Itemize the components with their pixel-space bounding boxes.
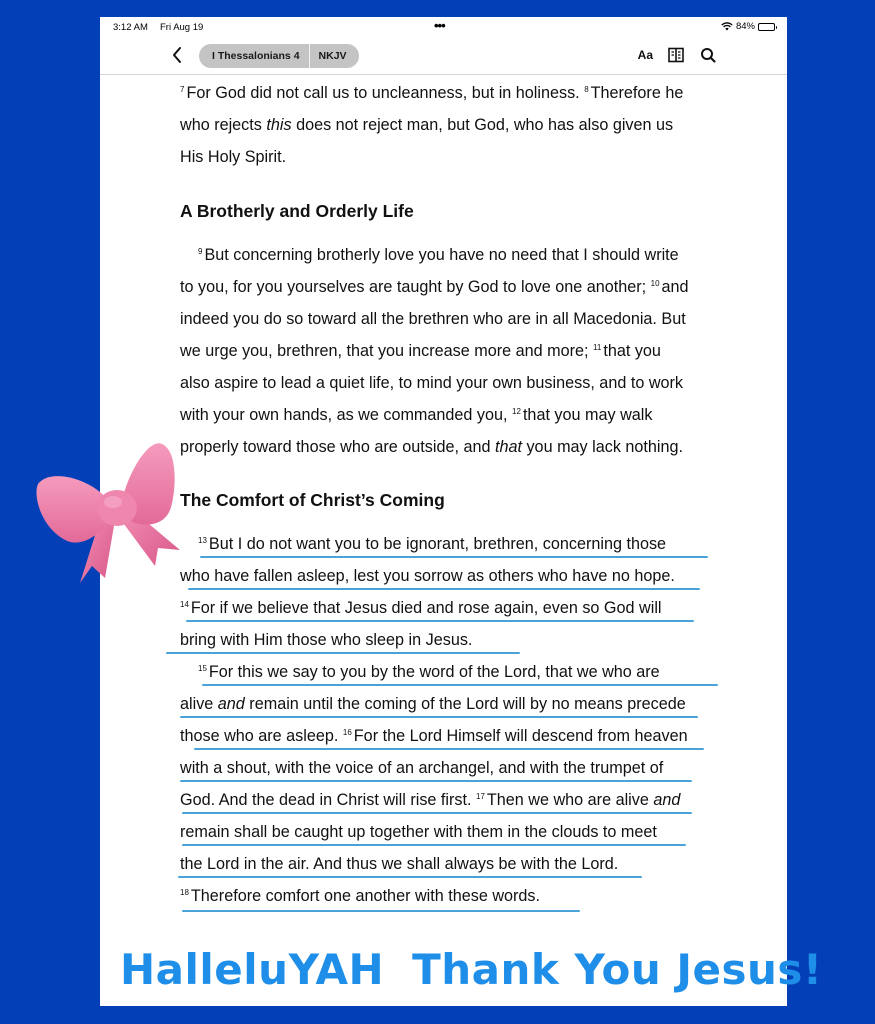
verse-text: also aspire to lead a quiet life, to mind your own business, and to work: [180, 374, 683, 392]
verse-text: those who are asleep.: [180, 727, 343, 745]
verse-number: 13: [198, 536, 207, 545]
chapter-text: [180, 77, 730, 912]
verse-text: with your own hands, as we commanded you,: [180, 406, 513, 424]
verse-text: we urge you, brethren, that you increase more and more;: [180, 342, 594, 360]
verse-line: [180, 109, 730, 141]
italic-word: this: [266, 116, 292, 134]
verse-text: that you: [603, 342, 661, 360]
banner-thank-you: Thank You Jesus!: [412, 945, 823, 994]
toolbar-actions: [638, 46, 717, 64]
underline-mark: [182, 844, 686, 846]
highlighted-verse-line: [180, 560, 730, 592]
verse-text: with a shout, with the voice of an archangel, and with the trumpet of: [180, 759, 664, 777]
verse-text: to you, for you yourselves are taught by God to love one another;: [180, 278, 651, 296]
status-time: 3:12 AM: [113, 22, 148, 33]
highlighted-verse-line: [180, 656, 730, 688]
reader-toolbar: [100, 37, 787, 75]
verse-text: For the Lord Himself will descend from heaven: [353, 727, 688, 745]
verse-text: For God did not call us to uncleanness, but in holiness.: [186, 84, 585, 102]
section-heading: The Comfort of Christ’s Coming: [180, 490, 445, 510]
verse-text: who have fallen asleep, lest you sorrow as others who have no hope.: [180, 567, 675, 585]
italic-word: that: [494, 438, 522, 456]
highlighted-verse-line: [180, 784, 730, 816]
verse-line: [180, 303, 730, 335]
version-button[interactable]: NKJV: [309, 44, 359, 68]
verse-line: [180, 367, 730, 399]
verse-line: [180, 271, 730, 303]
verse-text: does not reject man, but God, who has also given us: [291, 116, 674, 134]
highlighted-verse-line: [180, 848, 730, 880]
verse-number: 10: [650, 279, 660, 288]
verse-text: Then we who are alive: [486, 791, 654, 809]
praise-banner: [120, 945, 823, 994]
underline-mark: [188, 588, 700, 590]
highlighted-verse-line: [180, 528, 730, 560]
underline-mark: [180, 780, 692, 782]
verse-text: But I do not want you to be ignorant, brethren, concerning those: [208, 535, 667, 553]
highlighted-verse-line: [180, 688, 730, 720]
passage-selector: [199, 44, 359, 68]
verse-text: For this we say to you by the word of the Lord, that we who are: [208, 663, 660, 681]
highlighted-verse-line: [180, 624, 730, 656]
verse-line: [180, 77, 730, 109]
italic-word: and: [217, 695, 245, 713]
verse-line: [180, 141, 730, 173]
parallel-book-icon[interactable]: [667, 46, 685, 64]
verse-number: 18: [180, 888, 189, 897]
verse-text: who rejects: [180, 116, 267, 134]
banner-halleluyah: HalleluYAH: [120, 945, 385, 994]
verse-text: bring with Him those who sleep in Jesus.: [180, 631, 473, 649]
chevron-left-icon[interactable]: [170, 45, 184, 65]
underline-mark: [178, 876, 642, 878]
verse-line: [180, 431, 730, 463]
verse-text: that you may walk: [522, 406, 653, 424]
highlighted-verse-line: [180, 752, 730, 784]
status-right: [721, 21, 775, 32]
multitasking-dots-icon[interactable]: •••: [434, 18, 445, 33]
verse-text: Therefore comfort one another with these words.: [190, 887, 541, 905]
highlighted-verse-line: [180, 592, 730, 624]
verse-number: 9: [198, 247, 203, 256]
verse-text: For if we believe that Jesus died and rose again, even so God will: [190, 599, 662, 617]
wifi-icon: [721, 22, 733, 31]
verse-text: the Lord in the air. And thus we shall always be with the Lord.: [180, 855, 619, 873]
underline-mark: [182, 812, 692, 814]
highlighted-verse-line: [180, 720, 730, 752]
verse-number: 7: [180, 85, 185, 94]
verse-text: you may lack nothing.: [521, 438, 684, 456]
verse-number: 15: [198, 664, 207, 673]
verse-line: [180, 335, 730, 367]
verse-text: But concerning brotherly love you have no need that I should write: [204, 246, 679, 264]
verse-text: remain shall be caught up together with them in the clouds to meet: [180, 823, 657, 841]
underline-mark: [202, 684, 718, 686]
verse-text: properly toward those who are outside, and: [180, 438, 495, 456]
font-settings-button[interactable]: Aa: [637, 48, 653, 62]
verse-number: 8: [584, 85, 589, 94]
verse-text: His Holy Spirit.: [180, 148, 287, 166]
ipad-screen: [100, 17, 787, 1006]
verse-number: 12: [512, 407, 521, 416]
underline-mark: [180, 716, 698, 718]
verse-number: 16: [342, 728, 352, 737]
status-bar: [100, 17, 787, 37]
verse-text: indeed you do so toward all the brethren who are in all Macedonia. But: [180, 310, 686, 328]
verse-text: Therefore he: [590, 84, 684, 102]
verse-number: 17: [476, 792, 485, 801]
underline-mark: [194, 748, 704, 750]
section-heading: A Brotherly and Orderly Life: [180, 201, 414, 221]
underline-mark: [186, 620, 694, 622]
status-date: Fri Aug 19: [160, 22, 204, 33]
verse-number: 14: [180, 600, 189, 609]
battery-icon: [758, 23, 775, 31]
verse-number: 11: [593, 343, 602, 352]
underline-mark: [166, 652, 520, 654]
verse-text: alive: [180, 695, 218, 713]
battery-percent: 84%: [735, 21, 755, 32]
underline-mark: [200, 556, 708, 558]
verse-text: and: [661, 278, 689, 296]
verse-line: [180, 239, 730, 271]
highlighted-verse-line: [180, 880, 730, 912]
book-chapter-button[interactable]: I Thessalonians 4: [199, 44, 309, 68]
verse-line: [180, 399, 730, 431]
verse-text: God. And the dead in Christ will rise first.: [180, 791, 476, 809]
highlighted-verse-line: [180, 816, 730, 848]
verse-text: remain until the coming of the Lord will by no means precede: [244, 695, 686, 713]
search-icon[interactable]: [699, 46, 717, 64]
italic-word: and: [653, 791, 681, 809]
pink-bow-sticker: [30, 438, 190, 588]
underline-mark: [182, 910, 580, 912]
